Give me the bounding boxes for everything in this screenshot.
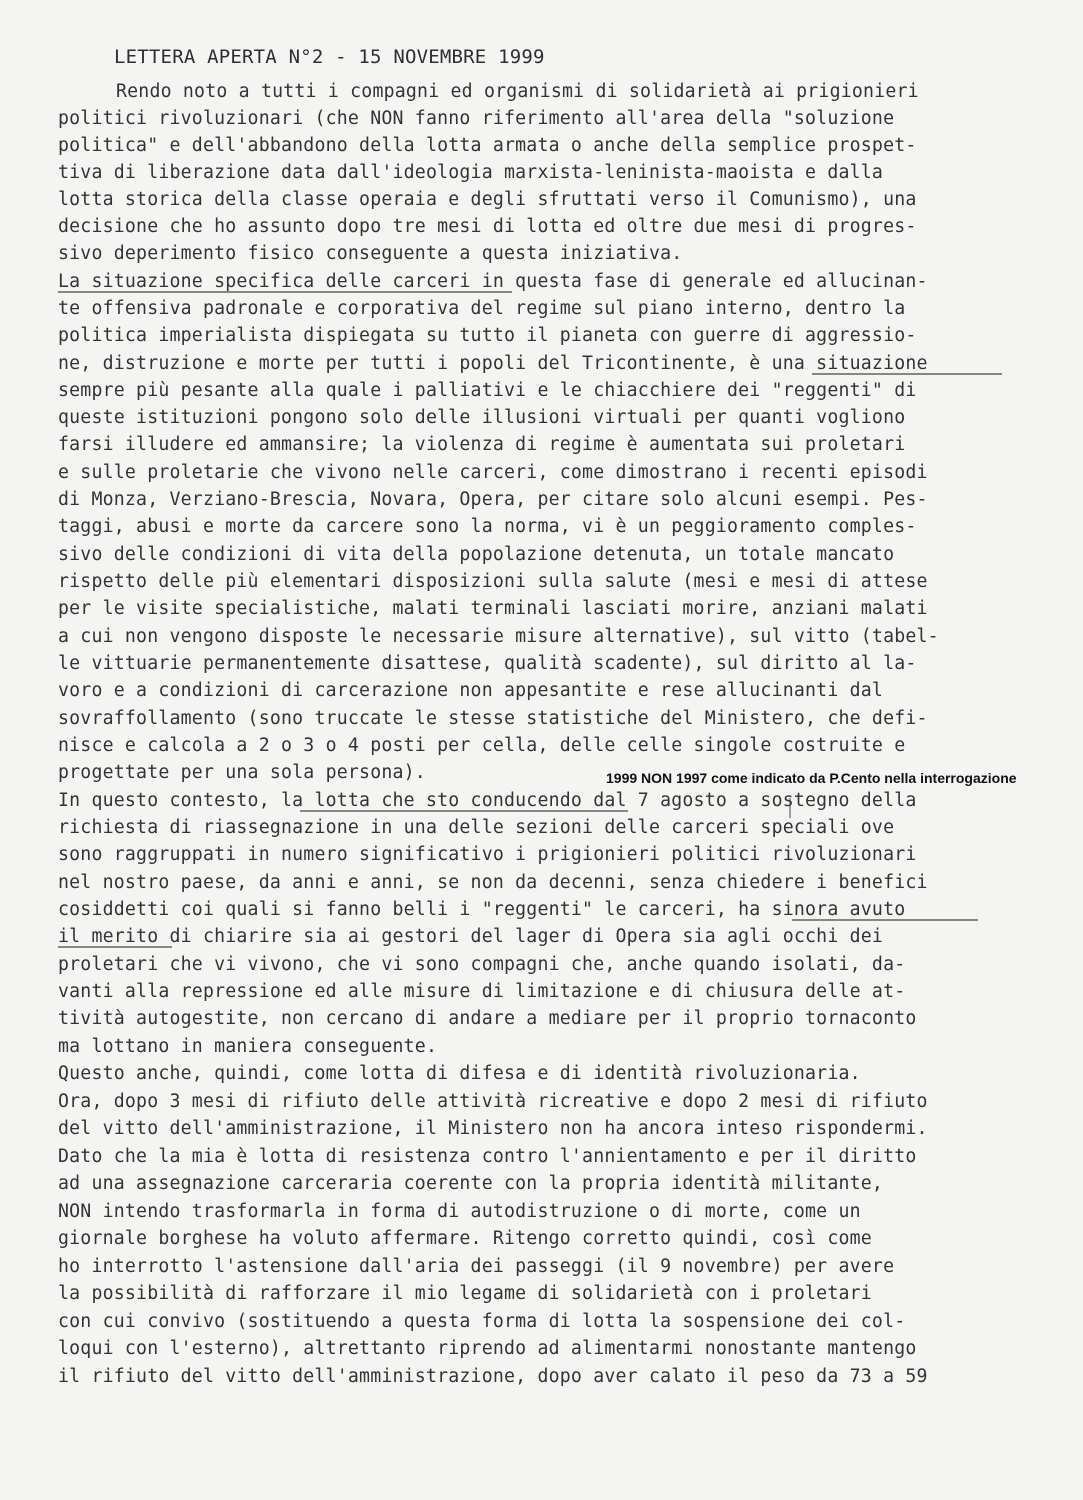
text-line: queste istituzioni pongono solo delle illusioni virtuali per quanti vogliono xyxy=(58,407,906,428)
text-line: sempre più pesante alla quale i palliativi e le chiacchiere dei "reggenti" di xyxy=(58,380,917,401)
text-line: nel nostro paese, da anni e anni, se non da decenni, senza chiedere i benefici xyxy=(58,872,928,893)
text-line: rispetto delle più elementari disposizioni sulla salute (mesi e mesi di attese xyxy=(58,571,928,592)
text-line: ma lottano in maniera conseguente. xyxy=(58,1036,438,1057)
text-line: cosiddetti coi quali si fanno belli i "reggenti" le carceri, ha sinora avuto xyxy=(58,899,906,920)
text-line: Rendo noto a tutti i compagni ed organismi di solidarietà ai prigionieri xyxy=(116,81,919,102)
text-line: Dato che la mia è lotta di resistenza contro l'annientamento e per il diritto xyxy=(58,1146,917,1167)
letter-title: LETTERA APERTA N°2 - 15 NOVEMBRE 1999 xyxy=(114,46,545,68)
text-line: sono raggruppati in numero significativo i prigionieri politici rivoluzionari xyxy=(58,844,917,865)
text-line: loqui con l'esterno), altrettanto riprendo ad alimentarmi nonostante mantengo xyxy=(58,1338,917,1359)
text-line: lotta storica della classe operaia e degli sfruttati verso il Comunismo), una xyxy=(58,189,917,210)
text-line: richiesta di riassegnazione in una delle sezioni delle carceri speciali ove xyxy=(58,817,895,838)
text-line: ho interrotto l'astensione dall'aria dei passeggi (il 9 novembre) per avere xyxy=(58,1256,895,1277)
text-line: il rifiuto del vitto dell'amministrazione, dopo aver calato il peso da 73 a 59 xyxy=(58,1366,928,1387)
text-line: giornale borghese ha voluto affermare. Ritengo corretto quindi, così come xyxy=(58,1228,872,1249)
text-line: le vittuarie permanentemente disattese, qualità scadente), sul diritto al la- xyxy=(58,653,917,674)
text-line: farsi illudere ed ammansire; la violenza di regime è aumentata sui proletari xyxy=(58,434,906,455)
text-line: sivo deperimento fisico conseguente a questa iniziativa. xyxy=(58,243,683,264)
text-line: del vitto dell'amministrazione, il Ministero non ha ancora inteso rispondermi. xyxy=(58,1118,928,1139)
text-line: sivo delle condizioni di vita della popolazione detenuta, un totale mancato xyxy=(58,544,895,565)
text-line: decisione che ho assunto dopo tre mesi di lotta ed oltre due mesi di progres- xyxy=(58,216,917,237)
text-line: e sulle proletarie che vivono nelle carceri, come dimostrano i recenti episodi xyxy=(58,462,928,483)
text-line: NON intendo trasformarla in forma di autodistruzione o di morte, come un xyxy=(58,1201,861,1222)
text-line: tiva di liberazione data dall'ideologia marxista-leninista-maoista e dalla xyxy=(58,162,884,183)
text-line: per le visite specialistiche, malati terminali lasciati morire, anziani malati xyxy=(58,598,928,619)
text-line: Questo anche, quindi, come lotta di difesa e di identità rivoluzionaria. xyxy=(58,1063,861,1084)
annotation-note: 1999 NON 1997 come indicato da P.Cento nella interrogazione xyxy=(606,770,1017,786)
text-line: ad una assegnazione carceraria coerente con la propria identità militante, xyxy=(58,1173,884,1194)
text-line: Ora, dopo 3 mesi di rifiuto delle attività ricreative e dopo 2 mesi di rifiuto xyxy=(58,1091,928,1112)
text-line: La situazione specifica delle carceri in questa fase di generale ed allucinan- xyxy=(58,271,928,292)
text-line: con cui convivo (sostituendo a questa forma di lotta la sospensione dei col- xyxy=(58,1311,906,1332)
text-line: vanti alla repressione ed alle misure di limitazione e di chiusura delle at- xyxy=(58,981,906,1002)
text-line: In questo contesto, la lotta che sto conducendo dal 7 agosto a sostegno della xyxy=(58,790,917,811)
text-line: proletari che vi vivono, che vi sono compagni che, anche quando isolati, da- xyxy=(58,954,906,975)
text-line: politica" e dell'abbandono della lotta armata o anche della semplice prospet- xyxy=(58,135,917,156)
text-line: il merito di chiarire sia ai gestori del lager di Opera sia agli occhi dei xyxy=(58,926,884,947)
text-line: politica imperialista dispiegata su tutto il pianeta con guerre di aggressio- xyxy=(58,325,917,346)
text-line: tività autogestite, non cercano di andare a mediare per il proprio tornaconto xyxy=(58,1008,917,1029)
text-line: ne, distruzione e morte per tutti i popoli del Tricontinente, è una situazione xyxy=(58,353,928,374)
text-line: la possibilità di rafforzare il mio legame di solidarietà con i proletari xyxy=(58,1283,872,1304)
text-line: politici rivoluzionari (che NON fanno riferimento all'area della "soluzione xyxy=(58,108,895,129)
text-line: sovraffollamento (sono truccate le stesse statistiche del Ministero, che defi- xyxy=(58,708,928,729)
text-line: voro e a condizioni di carcerazione non appesantite e rese allucinanti dal xyxy=(58,680,884,701)
text-line: te offensiva padronale e corporativa del regime sul piano interno, dentro la xyxy=(58,298,906,319)
text-line: progettate per una sola persona). xyxy=(58,762,426,783)
text-line: di Monza, Verziano-Brescia, Novara, Opera, per citare solo alcuni esempi. Pes- xyxy=(58,489,928,510)
text-line: a cui non vengono disposte le necessarie misure alternative), sul vitto (tabel- xyxy=(58,626,939,647)
text-line: nisce e calcola a 2 o 3 o 4 posti per cella, delle celle singole costruite e xyxy=(58,735,906,756)
text-line: taggi, abusi e morte da carcere sono la norma, vi è un peggioramento comples- xyxy=(58,516,917,537)
